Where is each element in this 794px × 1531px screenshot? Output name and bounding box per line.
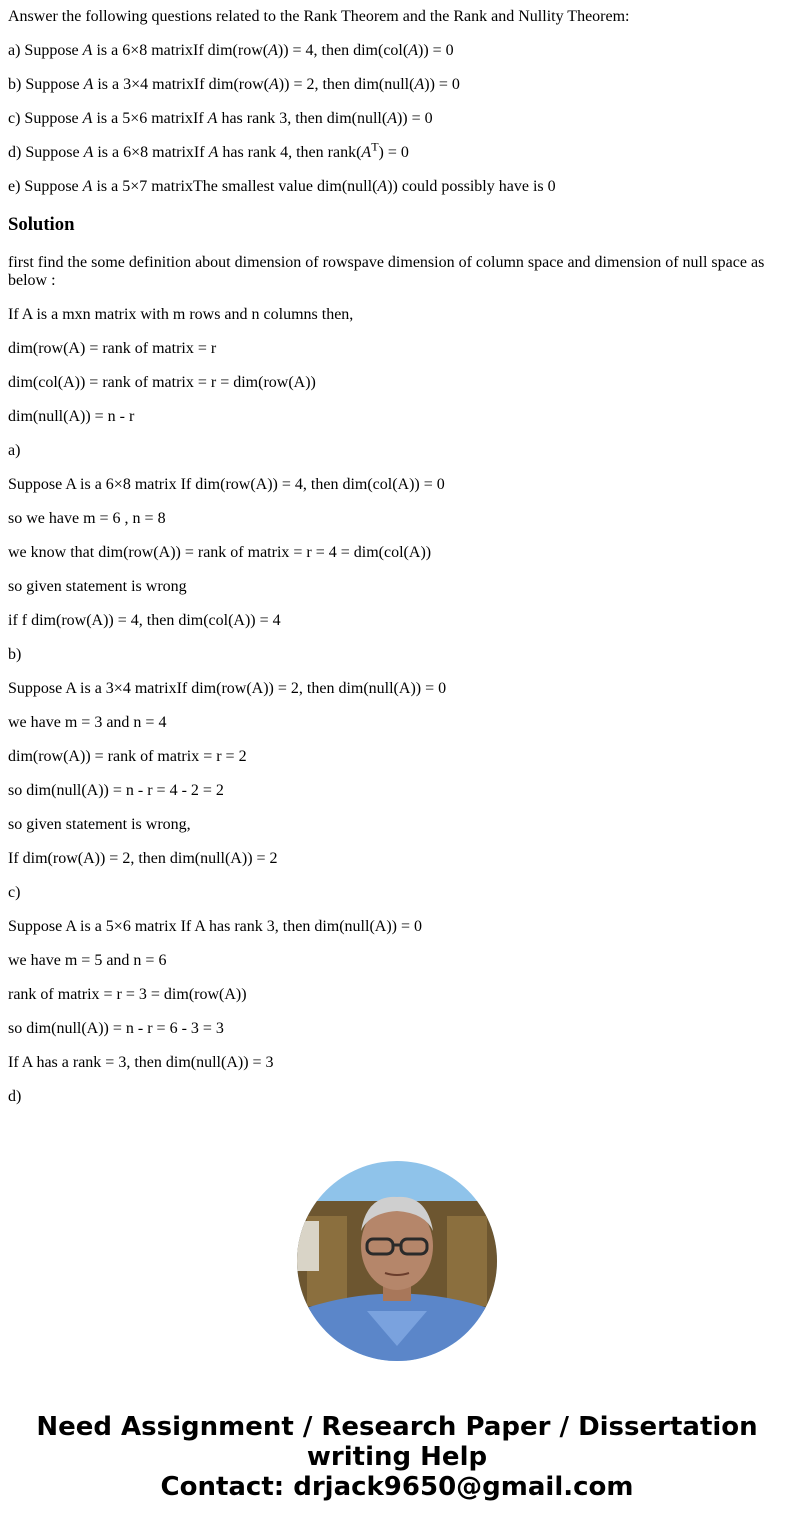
question-item-a: a) Suppose A is a 6×8 matrixIf dim(row(A)) = 4, then dim(col(A)) = 0 — [8, 42, 454, 59]
solution-line: d) — [8, 1088, 22, 1105]
solution-line: Suppose A is a 6×8 matrix If dim(row(A)) = 4, then dim(col(A)) = 0 — [8, 476, 445, 493]
solution-line: Suppose A is a 5×6 matrix If A has rank 3, then dim(null(A)) = 0 — [8, 918, 422, 935]
solution-line: Suppose A is a 3×4 matrixIf dim(row(A)) = 2, then dim(null(A)) = 0 — [8, 680, 447, 697]
solution-line: we know that dim(row(A)) = rank of matrix = r = 4 = dim(col(A)) — [8, 544, 432, 561]
solution-line: so given statement is wrong, — [8, 816, 191, 833]
question-item-c: c) Suppose A is a 5×6 matrixIf A has rank 3, then dim(null(A)) = 0 — [8, 110, 433, 127]
document-body — [0, 8, 794, 1106]
solution-line: c) — [8, 884, 21, 901]
solution-line: rank of matrix = r = 3 = dim(row(A)) — [8, 986, 247, 1003]
solution-line: b) — [8, 646, 22, 663]
question-intro: Answer the following questions related to the Rank Theorem and the Rank and Nullity Theorem: — [8, 8, 630, 25]
contact-banner — [0, 1412, 794, 1502]
solution-line: so we have m = 6 , n = 8 — [8, 510, 166, 527]
question-item-d: d) Suppose A is a 6×8 matrixIf A has rank 4, then $rank(A^T) = 0$ — [8, 139, 409, 161]
solution-heading: Solution — [8, 214, 75, 235]
solution-line: dim(null(A)) = n - r — [8, 408, 135, 425]
solution-line: so dim(null(A)) = n - r = 6 - 3 = 3 — [8, 1020, 224, 1037]
author-photo — [297, 1161, 497, 1361]
solution-line: first find the some definition about dimension of rowspave dimension of column space and dimension of null space as below : — [8, 254, 765, 289]
solution-line: if f dim(row(A)) = 4, then dim(col(A)) = 4 — [8, 612, 281, 629]
solution-line: we have m = 3 and n = 4 — [8, 714, 167, 731]
solution-line: dim(col(A)) = rank of matrix = r = dim(row(A)) — [8, 374, 316, 391]
solution-line: so dim(null(A)) = n - r = 4 - 2 = 2 — [8, 782, 224, 799]
solution-line: If A is a mxn matrix with m rows and n columns then, — [8, 306, 354, 323]
author-portrait-image — [297, 1161, 497, 1361]
solution-line: If A has a rank = 3, then dim(null(A)) = 3 — [8, 1054, 274, 1071]
question-item-e: e) Suppose A is a 5×7 matrixThe smallest value dim(null(A)) could possibly have is 0 — [8, 178, 556, 195]
banner-line-1: Need Assignment / Research Paper / Dissertation — [36, 1412, 758, 1442]
question-item-b: b) Suppose A is a 3×4 matrixIf dim(row(A)) = 2, then dim(null(A)) = 0 — [8, 76, 460, 93]
solution-line: we have m = 5 and n = 6 — [8, 952, 167, 969]
solution-line: dim(row(A)) = rank of matrix = r = 2 — [8, 748, 247, 765]
banner-line-2: writing Help — [306, 1442, 488, 1472]
solution-line: If dim(row(A)) = 2, then dim(null(A)) = 2 — [8, 850, 278, 867]
solution-line: so given statement is wrong — [8, 578, 187, 595]
solution-line: a) — [8, 442, 21, 459]
banner-contact-email[interactable]: Contact: drjack9650@gmail.com — [160, 1472, 634, 1502]
solution-line: dim(row(A) = rank of matrix = r — [8, 340, 217, 357]
